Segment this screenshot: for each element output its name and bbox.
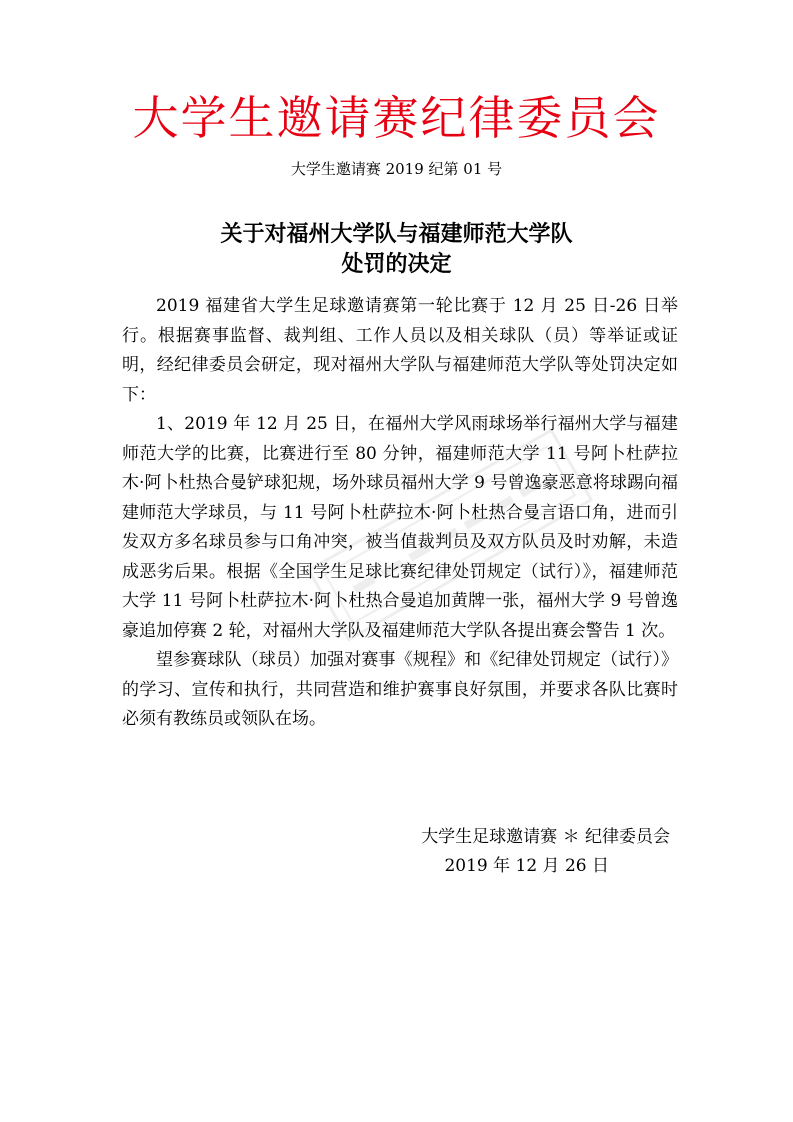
masthead-title: 大学生邀请赛纪律委员会 <box>132 91 661 145</box>
signature-issuer: 大学生足球邀请赛 ＊ 纪律委员会 <box>421 827 670 847</box>
body-paragraph-closing: 望参赛球队（球员）加强对赛事《规程》和《纪律处罚规定（试行）》的学习、宣传和执行，共同营造和维护赛事良好氛围，并要求各队比赛时必须有教练员或领队在场。 <box>122 650 678 729</box>
heading-line-1: 关于对福州大学队与福建师范大学队 <box>220 221 573 247</box>
signature-date: 2019 年 12 月 26 日 <box>444 856 609 876</box>
heading-line-2: 处罚的决定 <box>341 251 452 277</box>
document-body <box>122 292 678 735</box>
body-paragraph-decision: 1、2019 年 12 月 25 日，在福州大学风雨球场举行福州大学与福建师范大学的比赛，比赛进行至 80 分钟，福建师范大学 11 号阿卜杜萨拉木·阿卜杜热合曼铲球犯规，场外球员福州大学 9 号曾逸豪恶意将球踢向福建师范大学球员，与 11 号阿卜杜萨拉木·阿卜杜热合曼言语口角，进而引发双方多名球员参与口角冲突，被当值裁判员及双方队员及时劝解，未造成恶劣后果。根据《全国学生足球比赛纪律处罚规定（试行）》，福建师范大学 11 号阿卜杜萨拉木·阿卜杜热合曼追加黄牌一张，福州大学 9 号曾逸豪追加停赛 2 轮，对福州大学队及福建师范大学队各提出赛会警告 1 次。 <box>122 414 678 641</box>
body-paragraph-intro: 2019 福建省大学生足球邀请赛第一轮比赛于 12 月 25 日-26 日举行。根据赛事监督、裁判组、工作人员以及相关球队（员）等举证或证明，经纪律委员会研定，现对福州大学队与福建师范大学队等处罚决定如下： <box>122 296 678 405</box>
document-heading <box>0 219 793 279</box>
document-number: 大学生邀请赛 2019 纪第 01 号 <box>290 160 503 178</box>
